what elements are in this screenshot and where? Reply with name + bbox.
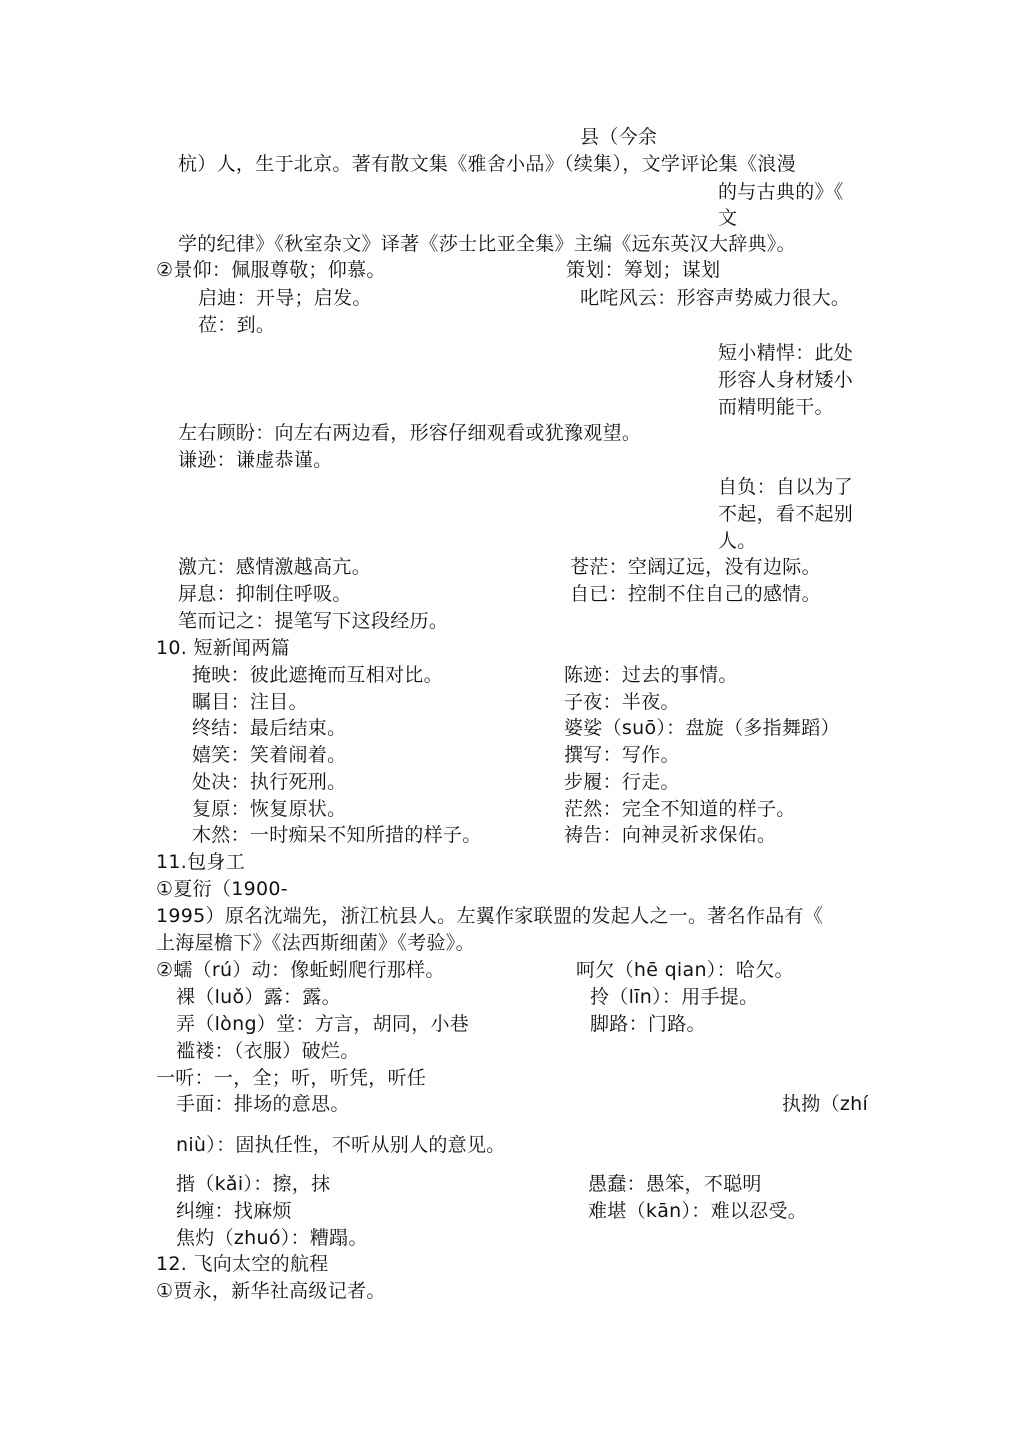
s10-right-1: 子夜：半夜。 bbox=[564, 691, 680, 713]
vocab-zifu-2: 不起，看不起别 bbox=[718, 503, 854, 525]
vocab-zifu-1: 自负：自以为了 bbox=[718, 476, 854, 498]
vocab-chizha: 叱咤风云：形容声势威力很大。 bbox=[580, 287, 851, 309]
s10-left-5: 复原：恢复原状。 bbox=[192, 798, 347, 820]
author-line-2: 杭）人，生于北京。著有散文集《雅舍小品》（续集），文学评论集《浪漫 bbox=[178, 153, 796, 175]
vocab-qidi: 启迪：开导；启发。 bbox=[198, 287, 372, 309]
s11-yiting: 一听：一，全；听，听凭，听任 bbox=[156, 1067, 427, 1089]
s11-jiaolu: 脚路：门路。 bbox=[590, 1013, 706, 1035]
s10-right-3: 撰写：写作。 bbox=[564, 744, 680, 766]
vocab-cehua: 策划：筹划；谋划 bbox=[566, 259, 721, 281]
vocab-zifu-3: 人。 bbox=[718, 530, 757, 552]
vocab-duanxiao-1: 短小精悍：此处 bbox=[718, 342, 854, 364]
s12-author: ①贾永，新华社高级记者。 bbox=[156, 1280, 386, 1302]
s10-left-2: 终结：最后结束。 bbox=[192, 717, 347, 739]
vocab-duanxiao-2: 形容人身材矮小 bbox=[718, 369, 854, 391]
s10-right-5: 茫然：完全不知道的样子。 bbox=[564, 798, 796, 820]
s11-author-1: ①夏衍（1900- bbox=[156, 878, 288, 900]
s10-left-1: 瞩目：注目。 bbox=[192, 691, 308, 713]
vocab-bingxi: 屏息：抑制住呼吸。 bbox=[178, 583, 352, 605]
s11-nankan: 难堪（kān）：难以忍受。 bbox=[588, 1200, 808, 1222]
s10-right-2: 婆娑（suō）：盘旋（多指舞蹈） bbox=[564, 717, 840, 739]
s11-author-3: 上海屋檐下》《法西斯细菌》《考验》。 bbox=[156, 932, 475, 954]
vocab-bierjizhi: 笔而记之：提笔写下这段经历。 bbox=[178, 610, 449, 632]
section-12-heading: 12. 飞向太空的航程 bbox=[156, 1253, 329, 1275]
section-11-heading: 11.包身工 bbox=[156, 851, 246, 873]
vocab-jikang: 激亢：感情激越高亢。 bbox=[178, 556, 372, 578]
s11-yuchun: 愚蠢：愚笨，不聪明 bbox=[588, 1173, 762, 1195]
s11-jiuchan: 纠缠：找麻烦 bbox=[176, 1200, 292, 1222]
author-line-4: 文 bbox=[718, 207, 738, 229]
vocab-qianxun: 谦逊：谦虚恭谨。 bbox=[178, 449, 333, 471]
author-line-5: 学的纪律》《秋室杂文》译著《莎士比亚全集》主编《远东英汉大辞典》。 bbox=[178, 233, 796, 255]
s11-author-2: 1995）原名沈端先，浙江杭县人。左翼作家联盟的发起人之一。著名作品有《 bbox=[156, 905, 824, 927]
section-10-heading: 10. 短新闻两篇 bbox=[156, 637, 290, 659]
s11-longtang: 弄（lòng）堂：方言，胡同，小巷 bbox=[176, 1013, 470, 1035]
s11-kai: 揩（kǎi）：擦，抹 bbox=[176, 1173, 331, 1195]
s11-jiaozhuo: 焦灼（zhuó）：糟蹋。 bbox=[176, 1227, 368, 1249]
s11-heqian: 呵欠（hē qian）：哈欠。 bbox=[576, 959, 794, 981]
s11-zhiniu-2: niù）：固执任性，不听从别人的意见。 bbox=[176, 1134, 506, 1156]
s10-left-3: 嬉笑：笑着闹着。 bbox=[192, 744, 347, 766]
vocab-jingyang: ②景仰：佩服尊敬；仰慕。 bbox=[156, 259, 386, 281]
s11-shoumian: 手面：排场的意思。 bbox=[176, 1093, 350, 1115]
s10-left-0: 掩映：彼此遮掩而互相对比。 bbox=[192, 664, 443, 686]
vocab-zuoyou: 左右顾盼：向左右两边看，形容仔细观看或犹豫观望。 bbox=[178, 422, 642, 444]
s11-lin: 拎（līn）：用手提。 bbox=[590, 986, 759, 1008]
s11-rudong: ②蠕（rú）动：像蚯蚓爬行那样。 bbox=[156, 959, 445, 981]
vocab-ziji: 自已：控制不住自己的感情。 bbox=[570, 583, 821, 605]
vocab-duanxiao-3: 而精明能干。 bbox=[718, 396, 834, 418]
author-line-1: 县（今余 bbox=[580, 126, 658, 148]
vocab-cangmang: 苍茫：空阔辽远，没有边际。 bbox=[570, 556, 821, 578]
s10-right-4: 步履：行走。 bbox=[564, 771, 680, 793]
author-line-3: 的与古典的》《 bbox=[718, 181, 844, 203]
s10-right-6: 祷告：向神灵祈求保佑。 bbox=[564, 824, 777, 846]
s10-right-0: 陈迹：过去的事情。 bbox=[564, 664, 738, 686]
s10-left-6: 木然：一时痴呆不知所措的样子。 bbox=[192, 824, 482, 846]
s11-zhiniu-1: 执拗（zhí bbox=[782, 1093, 869, 1115]
s11-luolu: 裸（luǒ）露：露。 bbox=[176, 986, 341, 1008]
s10-left-4: 处决：执行死刑。 bbox=[192, 771, 347, 793]
s11-lanlv: 褴褛：（衣服）破烂。 bbox=[176, 1040, 360, 1062]
vocab-li: 莅：到。 bbox=[198, 314, 276, 336]
